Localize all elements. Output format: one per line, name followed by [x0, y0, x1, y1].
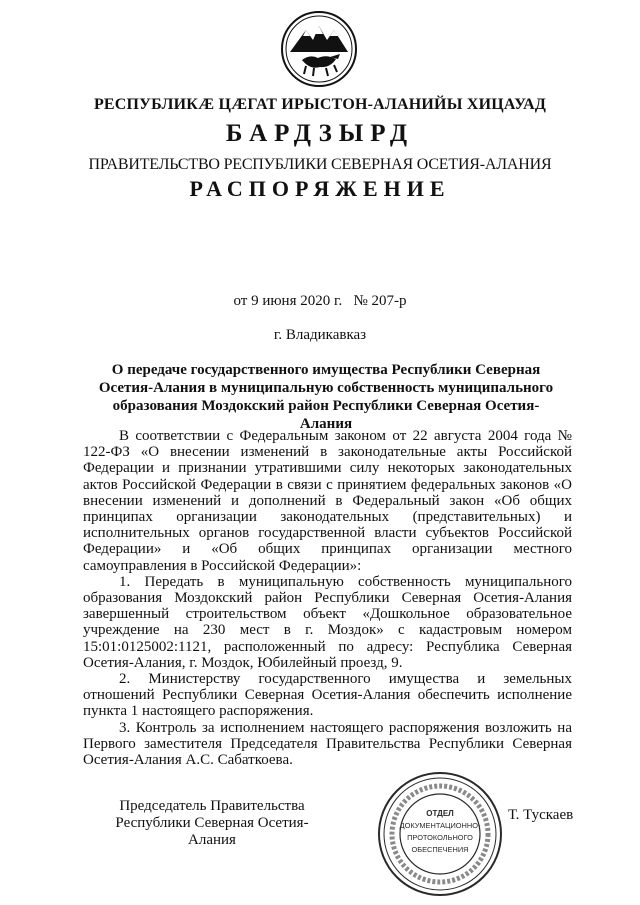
ossetian-government-title: РЕСПУБЛИКӔ ЦӔГАТ ИРЫСТОН-АЛАНИЙЫ ХИЦАУАД: [93, 96, 547, 113]
official-stamp-icon: [376, 770, 504, 898]
stamp-line-2: ДОКУМЕНТАЦИОННО-: [399, 821, 481, 830]
signatory-position: [92, 798, 332, 849]
coat-of-arms-icon: [280, 10, 358, 88]
signatory-name: Т. Тускаев: [508, 807, 574, 823]
stamp-line-3: ПРОТОКОЛЬНОГО: [407, 833, 473, 842]
ossetian-document-type: БАРДЗЫРД: [225, 120, 415, 147]
stamp-line-4: ОБЕСПЕЧЕНИЯ: [411, 845, 469, 854]
document-title: О передаче государственного имущества Республики Северная Осетия-Алания в муниципальную собственность муниципального образования Моздокский район Республики Северная Осетия-Алания: [98, 362, 554, 432]
signatory-position-line1: Председатель Правительства: [119, 798, 305, 814]
item-2-paragraph: 2. Министерству государственного имущества и земельных отношений Республики Северная Осетия-Алания обеспечить исполнение пункта 1 настоящего распоряжения.: [83, 671, 572, 720]
item-3-paragraph: 3. Контроль за исполнением настоящего распоряжения возложить на Первого заместителя Председателя Правительства Республики Северная Осетия-Алания А.С. Сабаткоева.: [83, 719, 572, 769]
russian-government-title: ПРАВИТЕЛЬСТВО РЕСПУБЛИКИ СЕВЕРНАЯ ОСЕТИЯ-АЛАНИЯ: [88, 156, 552, 173]
stamp-line-1: ОТДЕЛ: [426, 809, 454, 818]
russian-document-type: РАСПОРЯЖЕНИЕ: [189, 176, 451, 201]
document-body: [83, 428, 572, 768]
document-date-number: от 9 июня 2020 г. № 207-р: [233, 293, 407, 309]
preamble-paragraph: В соответствии с Федеральным законом от 22 августа 2004 года № 122-ФЗ «О внесении изменений в законодательные акты Российской Федерации и признании утратившими силу некоторых законодательных актов Российской Федерации в связи с принятием федеральных законов «О внесении изменений и дополнений в Федеральный закон «Об общих принципах организации законодательных (представительных) и исполнительных органов государственной власти субъектов Российской Федерации» и «Об общих принципах организации местного самоуправления в Российской Федерации»:: [83, 428, 572, 574]
document-city: г. Владикавказ: [273, 327, 367, 343]
signatory-position-line2: Республики Северная Осетия-Алания: [115, 815, 309, 848]
item-1-paragraph: 1. Передать в муниципальную собственность муниципального образования Моздокский район Республики Северная Осетия-Алания завершенный строительством объект «Дошкольное образовательное учреждение на 230 мест в г. Моздок» с кадастровым номером 15:01:0125002:1121, расположенный по адресу: Республика Северная Осетия-Алания, г. Моздок, Юбилейный проезд, 9.: [83, 573, 572, 671]
